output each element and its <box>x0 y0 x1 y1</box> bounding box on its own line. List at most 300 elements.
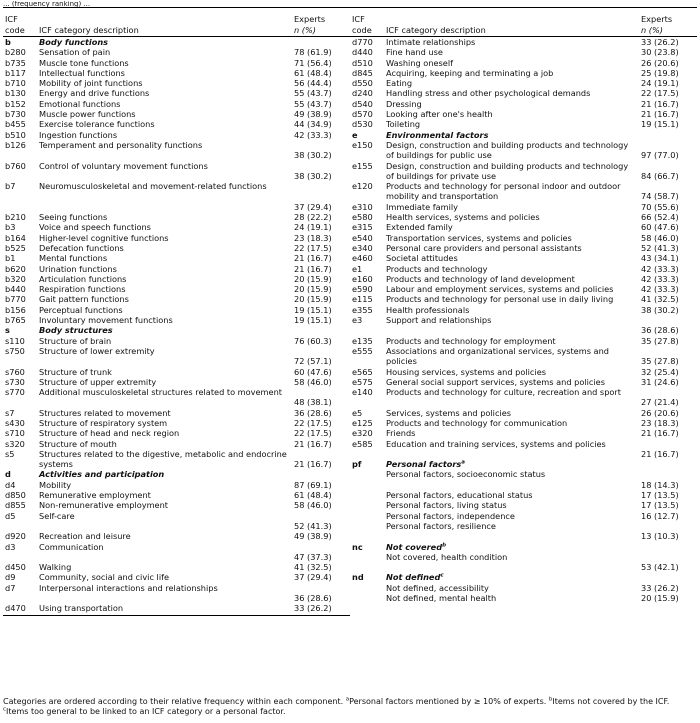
icf-code: s320 <box>5 438 25 449</box>
experts-count <box>639 459 697 469</box>
category-description: Dressing <box>386 98 422 109</box>
table-row <box>350 552 697 573</box>
icf-code: b126 <box>5 139 26 150</box>
category-description: Products and technology for personal indoor and outdoor mobility and transportation <box>386 181 621 202</box>
table-row <box>350 346 697 367</box>
category-description: Products and technology for culture, recreation and sport <box>386 387 621 398</box>
experts-count: 76 (60.3) <box>294 335 332 346</box>
experts-count: 26 (20.6) <box>641 57 679 68</box>
icf-code: d540 <box>352 98 373 109</box>
icf-code: b710 <box>5 78 26 89</box>
section-row <box>350 542 697 552</box>
experts-count: 37 (29.4) <box>294 572 332 583</box>
section-row <box>350 572 697 582</box>
icf-code: e585 <box>352 438 373 449</box>
experts-count: 84 (66.7) <box>641 170 679 181</box>
table-row <box>3 367 350 377</box>
icf-code: e590 <box>352 284 373 295</box>
table-row <box>3 68 350 78</box>
category-description: Ingestion functions <box>39 129 118 140</box>
category-description: Intellectual functions <box>39 67 125 78</box>
table-row <box>3 294 350 304</box>
table-row <box>350 408 697 418</box>
icf-code: e575 <box>352 376 373 387</box>
experts-count: 20 (15.9) <box>641 593 679 604</box>
experts-count: 19 (15.1) <box>641 119 679 130</box>
experts-count: 37 (29.4) <box>294 201 332 212</box>
icf-code: d4 <box>5 479 16 490</box>
table-row <box>3 500 350 510</box>
icf-code: s760 <box>5 366 25 377</box>
icf-code: b130 <box>5 88 26 99</box>
table-row <box>3 531 350 541</box>
icf-code <box>350 521 384 542</box>
category-description: General social support services, systems and policies <box>386 376 605 387</box>
category-description: Remunerative employment <box>39 490 151 501</box>
icf-code: e320 <box>352 428 373 439</box>
category-description: Mobility of joint functions <box>39 78 143 89</box>
experts-count: 87 (69.1) <box>294 479 332 490</box>
icf-code: b765 <box>5 315 26 326</box>
experts-count: 21 (16.7) <box>641 98 679 109</box>
icf-code: e580 <box>352 212 373 223</box>
category-description: Handling stress and other psychological demands <box>386 88 591 99</box>
icf-code: s710 <box>5 428 25 439</box>
icf-code: pf <box>352 459 362 470</box>
experts-count: 53 (42.1) <box>641 562 679 573</box>
category-description: Health services, systems and policies <box>386 212 540 223</box>
category-description: Control of voluntary movement functions <box>39 160 208 171</box>
table-left <box>3 7 350 616</box>
icf-code: b620 <box>5 263 26 274</box>
icf-code: nd <box>352 572 364 583</box>
category-description: Support and relationships <box>386 315 492 326</box>
category-description: Not covered$^b$ <box>386 541 446 552</box>
table-row <box>350 428 697 438</box>
experts-count: 13 (10.3) <box>641 531 679 542</box>
experts-count: 22 (17.5) <box>641 88 679 99</box>
icf-code <box>350 583 384 593</box>
table-row <box>3 418 350 428</box>
category-description: Higher-level cognitive functions <box>39 232 169 243</box>
icf-code: d850 <box>5 490 26 501</box>
icf-code: e540 <box>352 232 373 243</box>
experts-count: 33 (26.2) <box>294 603 332 614</box>
table-header <box>3 8 350 37</box>
icf-code: b3 <box>5 222 16 233</box>
icf-code: b210 <box>5 212 26 223</box>
table-row <box>350 284 697 294</box>
table-row <box>3 603 350 615</box>
experts-count: 36 (28.6) <box>641 325 679 336</box>
experts-count: 60 (47.6) <box>294 366 332 377</box>
table-row <box>350 119 697 129</box>
table-row <box>350 511 697 521</box>
category-description: Associations and organizational services, systems and policies <box>386 345 609 367</box>
category-description: Body functions <box>39 37 109 47</box>
experts-count: 74 (58.7) <box>641 191 679 202</box>
category-description: Friends <box>386 428 416 439</box>
header-experts: Experts n (%) <box>294 14 326 35</box>
category-description: Personal care providers and personal assistants <box>386 242 582 253</box>
table-row <box>350 47 697 57</box>
experts-count: 20 (15.9) <box>294 284 332 295</box>
table-row <box>3 58 350 68</box>
experts-count: 22 (17.5) <box>294 417 332 428</box>
table-row <box>3 439 350 449</box>
icf-code <box>350 552 384 573</box>
category-description: Products and technology for communication <box>386 417 568 428</box>
icf-code: b164 <box>5 232 26 243</box>
table-row <box>3 408 350 418</box>
category-description: Environmental factors <box>386 129 489 140</box>
category-description: Personal factors, educational status <box>386 490 533 501</box>
icf-code: d845 <box>352 67 373 78</box>
icf-code: d920 <box>5 531 26 542</box>
table-row <box>3 542 350 563</box>
footnote-marker: a <box>461 459 465 466</box>
icf-code: b735 <box>5 57 26 68</box>
experts-count: 22 (17.5) <box>294 242 332 253</box>
experts-count <box>292 325 350 335</box>
category-description: Structures related to movement <box>39 407 171 418</box>
icf-code: d510 <box>352 57 373 68</box>
experts-count: 19 (15.1) <box>294 315 332 326</box>
category-description: Activities and participation <box>39 469 165 480</box>
icf-code: e140 <box>352 387 373 398</box>
experts-count: 78 (61.9) <box>294 47 332 58</box>
icf-code: e310 <box>352 201 373 212</box>
table-row <box>3 583 350 604</box>
icf-code: e155 <box>352 160 373 171</box>
footnote-marker: c <box>440 572 444 579</box>
category-description: Not covered, health condition <box>386 551 508 562</box>
table-row <box>350 387 697 408</box>
table-row <box>3 119 350 129</box>
category-description: Voice and speech functions <box>39 222 151 233</box>
table-row <box>3 428 350 438</box>
table-row <box>350 315 697 336</box>
table-header <box>350 8 697 37</box>
icf-code: b320 <box>5 273 26 284</box>
experts-count: 23 (18.3) <box>294 232 332 243</box>
category-description: Additional musculoskeletal structures related to movement <box>39 387 282 398</box>
icf-code: d <box>5 469 11 480</box>
icf-code: s5 <box>5 448 15 459</box>
experts-count: 18 (14.3) <box>641 479 679 490</box>
category-description: Mental functions <box>39 253 108 264</box>
category-description: Structure of head and neck region <box>39 428 180 439</box>
category-description: Structure of brain <box>39 335 112 346</box>
experts-count: 21 (16.7) <box>294 253 332 264</box>
icf-code: e135 <box>352 335 373 346</box>
table-row <box>350 140 697 161</box>
experts-count: 33 (26.2) <box>641 37 679 47</box>
category-description: Gait pattern functions <box>39 294 129 305</box>
icf-code: d855 <box>5 500 26 511</box>
icf-code: s750 <box>5 345 25 356</box>
table-row <box>3 387 350 408</box>
table-row <box>350 109 697 119</box>
category-description: Using transportation <box>39 603 124 614</box>
table-row <box>350 233 697 243</box>
experts-count: 61 (48.4) <box>294 490 332 501</box>
experts-count: 49 (38.9) <box>294 109 332 120</box>
experts-count: 19 (15.1) <box>294 304 332 315</box>
header-code: ICF code <box>5 14 25 35</box>
experts-count: 38 (30.2) <box>641 304 679 315</box>
experts-count: 61 (48.4) <box>294 67 332 78</box>
experts-count: 36 (28.6) <box>294 593 332 604</box>
table-row <box>350 367 697 377</box>
header-code: ICF code <box>352 14 372 35</box>
table-row <box>3 490 350 500</box>
header-experts: Experts n (%) <box>641 14 673 35</box>
experts-count: 44 (34.9) <box>294 119 332 130</box>
category-description: Products and technology <box>386 263 488 274</box>
category-description: Walking <box>39 562 72 573</box>
experts-count: 38 (30.2) <box>294 150 332 161</box>
icf-code: d440 <box>352 47 373 58</box>
footnote-marker: b <box>442 541 446 548</box>
experts-count: 70 (55.6) <box>641 201 679 212</box>
table-row <box>3 336 350 346</box>
icf-code <box>350 593 384 604</box>
experts-count: 52 (41.3) <box>641 242 679 253</box>
category-description: Personal factors, independence <box>386 510 515 521</box>
section-row <box>350 459 697 469</box>
category-description: Involuntary movement functions <box>39 315 173 326</box>
icf-code: b7 <box>5 181 16 192</box>
table-row <box>3 140 350 161</box>
experts-count: 58 (46.0) <box>641 232 679 243</box>
category-description: Not defined, accessibility <box>386 582 489 593</box>
experts-count: 20 (15.9) <box>294 294 332 305</box>
table-row <box>350 294 697 304</box>
icf-table <box>3 7 697 616</box>
table-row <box>350 500 697 510</box>
table-row <box>350 274 697 284</box>
icf-code: e <box>352 129 358 140</box>
table-row <box>3 222 350 232</box>
category-description: Recreation and leisure <box>39 531 131 542</box>
icf-code: b770 <box>5 294 26 305</box>
table-row <box>350 469 697 490</box>
table-row <box>3 99 350 109</box>
table-row <box>3 305 350 315</box>
icf-code: d7 <box>5 582 16 593</box>
icf-code: e355 <box>352 304 373 315</box>
category-description: Exercise tolerance functions <box>39 119 155 130</box>
category-description: Structure of mouth <box>39 438 117 449</box>
section-row <box>3 37 350 48</box>
category-description: Education and training services, systems and policies <box>386 438 606 449</box>
experts-count: 21 (16.7) <box>294 438 332 449</box>
icf-code: e1 <box>352 263 363 274</box>
icf-code: d5 <box>5 510 16 521</box>
category-description: Immediate family <box>386 201 459 212</box>
experts-count: 48 (38.1) <box>294 397 332 408</box>
table-row <box>350 161 697 182</box>
icf-code: e115 <box>352 294 373 305</box>
experts-count: 42 (33.3) <box>641 284 679 295</box>
table-row <box>350 222 697 232</box>
category-description: Perceptual functions <box>39 304 123 315</box>
experts-count: 30 (23.8) <box>641 47 679 58</box>
table-row <box>3 212 350 222</box>
table-row <box>3 480 350 490</box>
icf-code: b455 <box>5 119 26 130</box>
icf-code: b510 <box>5 129 26 140</box>
category-description: Not defined$^c$ <box>386 572 444 583</box>
table-row <box>350 78 697 88</box>
experts-count <box>639 542 697 552</box>
category-description: Personal factors, living status <box>386 500 507 511</box>
section-row <box>3 469 350 479</box>
category-description: Housing services, systems and policies <box>386 366 546 377</box>
category-description: Defecation functions <box>39 242 124 253</box>
table-row <box>350 377 697 387</box>
experts-count: 41 (32.5) <box>641 294 679 305</box>
experts-count: 28 (22.2) <box>294 212 332 223</box>
experts-count: 35 (27.8) <box>641 335 679 346</box>
category-description: Community, social and civic life <box>39 572 170 583</box>
table-row <box>350 181 697 202</box>
header-description: ICF category description <box>39 24 139 35</box>
experts-count: 97 (77.0) <box>641 150 679 161</box>
table-row <box>350 583 697 593</box>
table-row <box>3 377 350 387</box>
icf-code: b280 <box>5 47 26 58</box>
experts-count: 31 (24.6) <box>641 376 679 387</box>
category-description: Non-remunerative employment <box>39 500 168 511</box>
experts-count: 43 (34.1) <box>641 253 679 264</box>
icf-code: d9 <box>5 572 16 583</box>
icf-code: d470 <box>5 603 26 614</box>
category-description: Muscle power functions <box>39 109 136 120</box>
table-row <box>3 233 350 243</box>
table-row <box>3 511 350 532</box>
category-description: Design, construction and building products and technology of buildings for public use <box>386 139 629 161</box>
category-description: Services, systems and policies <box>386 407 512 418</box>
table-row <box>3 78 350 88</box>
experts-count: 21 (16.7) <box>641 428 679 439</box>
icf-code: b <box>5 37 11 47</box>
experts-count: 49 (38.9) <box>294 531 332 542</box>
table-row <box>3 161 350 182</box>
table-right <box>350 7 697 604</box>
experts-count: 24 (19.1) <box>641 78 679 89</box>
icf-code: d770 <box>352 37 373 47</box>
category-description: Body structures <box>39 325 113 336</box>
icf-code: d240 <box>352 88 373 99</box>
category-description: Self-care <box>39 510 75 521</box>
icf-code: d570 <box>352 109 373 120</box>
icf-code: b730 <box>5 109 26 120</box>
category-description: Structure of respiratory system <box>39 417 168 428</box>
category-description: Mobility <box>39 479 72 490</box>
experts-count: 52 (41.3) <box>294 520 332 531</box>
experts-count: 56 (44.4) <box>294 78 332 89</box>
experts-count: 21 (16.7) <box>641 109 679 120</box>
icf-code: b152 <box>5 98 26 109</box>
table-left-half <box>3 7 350 616</box>
experts-count: 26 (20.6) <box>641 407 679 418</box>
category-description: Urination functions <box>39 263 117 274</box>
experts-count: 23 (18.3) <box>641 417 679 428</box>
experts-count: 25 (19.8) <box>641 67 679 78</box>
category-description: Transportation services, systems and policies <box>386 232 572 243</box>
category-description: Interpersonal interactions and relationships <box>39 582 218 593</box>
experts-count <box>292 469 350 479</box>
category-description: Structure of lower extremity <box>39 345 155 356</box>
icf-code: e565 <box>352 366 373 377</box>
experts-count: 42 (33.3) <box>641 263 679 274</box>
section-row <box>3 325 350 335</box>
experts-count: 17 (13.5) <box>641 490 679 501</box>
table-row <box>3 47 350 57</box>
table-row <box>350 253 697 263</box>
category-description: Personal factors, resilience <box>386 520 496 531</box>
header-description: ICF category description <box>386 24 486 35</box>
experts-count: 66 (52.4) <box>641 212 679 223</box>
caption-fragment: ... (frequency ranking) ... <box>3 1 91 8</box>
icf-code: b440 <box>5 284 26 295</box>
table-row <box>350 88 697 98</box>
experts-count: 55 (43.7) <box>294 88 332 99</box>
table-row <box>350 99 697 109</box>
icf-code: d530 <box>352 119 373 130</box>
icf-code: s7 <box>5 407 15 418</box>
table-row <box>3 315 350 325</box>
experts-count: 32 (25.4) <box>641 366 679 377</box>
category-description: Extended family <box>386 222 453 233</box>
icf-code: s <box>5 325 10 336</box>
table-row <box>3 181 350 212</box>
category-description: Acquiring, keeping and terminating a job <box>386 67 554 78</box>
icf-code: d450 <box>5 562 26 573</box>
experts-count: 58 (46.0) <box>294 376 332 387</box>
category-description: Labour and employment services, systems and policies <box>386 284 614 295</box>
table-row <box>350 593 697 604</box>
category-description: Personal factors$^a$ <box>386 459 465 470</box>
table-row <box>350 521 697 542</box>
table-row <box>3 109 350 119</box>
icf-code <box>350 500 384 510</box>
experts-count: 41 (32.5) <box>294 562 332 573</box>
icf-code: nc <box>352 541 363 552</box>
category-description: Temperament and personality functions <box>39 139 203 150</box>
category-description: Energy and drive functions <box>39 88 150 99</box>
icf-code: e3 <box>352 315 363 326</box>
experts-count: 58 (46.0) <box>294 500 332 511</box>
table-row <box>3 346 350 367</box>
table-row <box>350 418 697 428</box>
experts-count: 27 (21.4) <box>641 397 679 408</box>
icf-code: e150 <box>352 139 373 150</box>
table-row <box>3 253 350 263</box>
category-description: Emotional functions <box>39 98 121 109</box>
category-description: Communication <box>39 541 104 552</box>
experts-count: 71 (56.4) <box>294 57 332 68</box>
category-description: Structure of upper extremity <box>39 376 157 387</box>
icf-code: s430 <box>5 417 25 428</box>
icf-code: e125 <box>352 417 373 428</box>
table-row <box>3 449 350 470</box>
category-description: Muscle tone functions <box>39 57 129 68</box>
experts-count: 21 (16.7) <box>294 263 332 274</box>
category-description: Structure of trunk <box>39 366 112 377</box>
